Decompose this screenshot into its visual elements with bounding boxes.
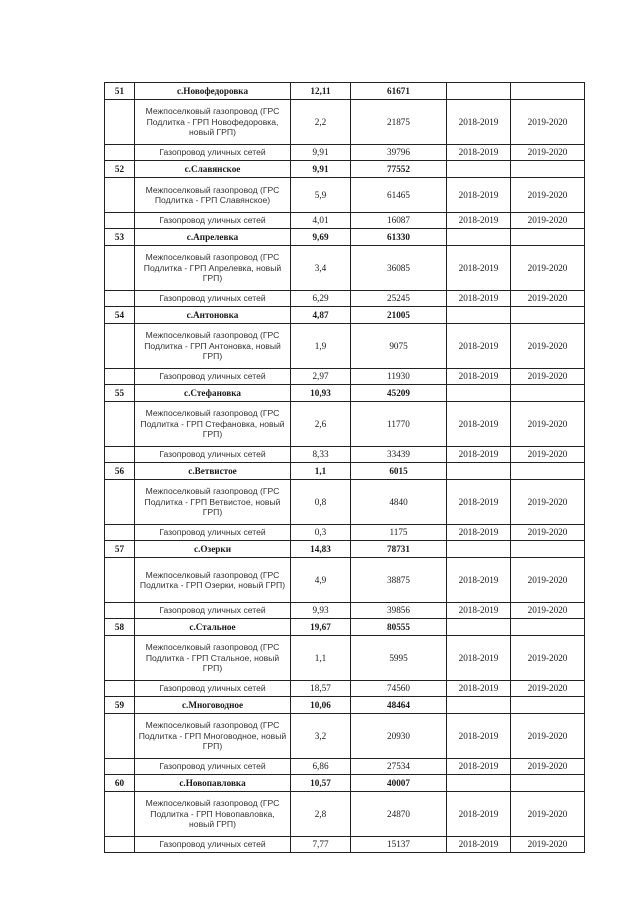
row-number: 59 bbox=[105, 697, 135, 714]
settlement-row bbox=[105, 229, 585, 246]
cost-value: 6015 bbox=[351, 463, 447, 480]
start-period: 2018-2019 bbox=[447, 558, 511, 603]
length-value: 2,97 bbox=[291, 369, 351, 385]
end-period: 2019-2020 bbox=[511, 636, 585, 681]
row-number bbox=[105, 145, 135, 161]
table-row bbox=[105, 291, 585, 307]
object-name: Межпоселковый газопровод (ГРС Подлитка - ГРП Многоводное, новый ГРП) bbox=[135, 714, 291, 759]
table-row bbox=[105, 402, 585, 447]
row-number bbox=[105, 759, 135, 775]
start-period bbox=[447, 541, 511, 558]
settlement-row bbox=[105, 307, 585, 324]
length-value: 9,91 bbox=[291, 161, 351, 178]
row-number bbox=[105, 558, 135, 603]
cost-value: 77552 bbox=[351, 161, 447, 178]
end-period: 2019-2020 bbox=[511, 246, 585, 291]
end-period bbox=[511, 161, 585, 178]
table-row bbox=[105, 324, 585, 369]
length-value: 9,93 bbox=[291, 603, 351, 619]
end-period: 2019-2020 bbox=[511, 100, 585, 145]
object-name: Газопровод уличных сетей bbox=[135, 837, 291, 853]
start-period: 2018-2019 bbox=[447, 792, 511, 837]
row-number bbox=[105, 291, 135, 307]
length-value: 14,83 bbox=[291, 541, 351, 558]
table-row bbox=[105, 837, 585, 853]
length-value: 1,1 bbox=[291, 463, 351, 480]
object-name: Межпоселковый газопровод (ГРС Подлитка - ГРП Ветвистое, новый ГРП) bbox=[135, 480, 291, 525]
end-period: 2019-2020 bbox=[511, 145, 585, 161]
start-period: 2018-2019 bbox=[447, 291, 511, 307]
start-period: 2018-2019 bbox=[447, 246, 511, 291]
length-value: 2,2 bbox=[291, 100, 351, 145]
end-period bbox=[511, 463, 585, 480]
end-period: 2019-2020 bbox=[511, 178, 585, 213]
start-period: 2018-2019 bbox=[447, 369, 511, 385]
length-value: 0,3 bbox=[291, 525, 351, 541]
object-name: Межпоселковый газопровод (ГРС Подлитка - ГРП Славянское) bbox=[135, 178, 291, 213]
row-number bbox=[105, 525, 135, 541]
start-period bbox=[447, 83, 511, 100]
end-period bbox=[511, 697, 585, 714]
end-period: 2019-2020 bbox=[511, 714, 585, 759]
table-row bbox=[105, 714, 585, 759]
table-row bbox=[105, 636, 585, 681]
cost-value: 15137 bbox=[351, 837, 447, 853]
object-name: с.Новопавловка bbox=[135, 775, 291, 792]
object-name: Газопровод уличных сетей bbox=[135, 369, 291, 385]
length-value: 19,67 bbox=[291, 619, 351, 636]
cost-value: 27534 bbox=[351, 759, 447, 775]
start-period: 2018-2019 bbox=[447, 213, 511, 229]
table-row bbox=[105, 480, 585, 525]
row-number bbox=[105, 792, 135, 837]
table-row bbox=[105, 447, 585, 463]
table-row bbox=[105, 369, 585, 385]
object-name: Межпоселковый газопровод (ГРС Подлитка - ГРП Апрелевка, новый ГРП) bbox=[135, 246, 291, 291]
object-name: Межпоселковый газопровод (ГРС Подлитка - ГРП Антоновка, новый ГРП) bbox=[135, 324, 291, 369]
length-value: 7,77 bbox=[291, 837, 351, 853]
end-period: 2019-2020 bbox=[511, 759, 585, 775]
length-value: 3,2 bbox=[291, 714, 351, 759]
length-value: 6,86 bbox=[291, 759, 351, 775]
row-number bbox=[105, 636, 135, 681]
row-number bbox=[105, 402, 135, 447]
length-value: 9,69 bbox=[291, 229, 351, 246]
end-period bbox=[511, 775, 585, 792]
start-period: 2018-2019 bbox=[447, 480, 511, 525]
cost-value: 20930 bbox=[351, 714, 447, 759]
end-period: 2019-2020 bbox=[511, 291, 585, 307]
length-value: 10,57 bbox=[291, 775, 351, 792]
start-period bbox=[447, 463, 511, 480]
row-number bbox=[105, 246, 135, 291]
cost-value: 33439 bbox=[351, 447, 447, 463]
end-period: 2019-2020 bbox=[511, 402, 585, 447]
row-number bbox=[105, 369, 135, 385]
row-number: 55 bbox=[105, 385, 135, 402]
length-value: 2,6 bbox=[291, 402, 351, 447]
start-period: 2018-2019 bbox=[447, 145, 511, 161]
start-period: 2018-2019 bbox=[447, 759, 511, 775]
end-period bbox=[511, 541, 585, 558]
length-value: 4,87 bbox=[291, 307, 351, 324]
start-period: 2018-2019 bbox=[447, 714, 511, 759]
table-row bbox=[105, 145, 585, 161]
table-row bbox=[105, 213, 585, 229]
object-name: Межпоселковый газопровод (ГРС Подлитка - ГРП Новопавловка, новый ГРП) bbox=[135, 792, 291, 837]
cost-value: 21005 bbox=[351, 307, 447, 324]
start-period: 2018-2019 bbox=[447, 681, 511, 697]
cost-value: 5995 bbox=[351, 636, 447, 681]
cost-value: 9075 bbox=[351, 324, 447, 369]
cost-value: 78731 bbox=[351, 541, 447, 558]
start-period: 2018-2019 bbox=[447, 324, 511, 369]
length-value: 8,33 bbox=[291, 447, 351, 463]
start-period bbox=[447, 161, 511, 178]
end-period: 2019-2020 bbox=[511, 525, 585, 541]
row-number bbox=[105, 447, 135, 463]
start-period: 2018-2019 bbox=[447, 603, 511, 619]
cost-value: 39856 bbox=[351, 603, 447, 619]
cost-value: 38875 bbox=[351, 558, 447, 603]
length-value: 1,9 bbox=[291, 324, 351, 369]
start-period bbox=[447, 697, 511, 714]
end-period: 2019-2020 bbox=[511, 837, 585, 853]
end-period bbox=[511, 619, 585, 636]
length-value: 1,1 bbox=[291, 636, 351, 681]
length-value: 5,9 bbox=[291, 178, 351, 213]
start-period bbox=[447, 619, 511, 636]
start-period: 2018-2019 bbox=[447, 447, 511, 463]
row-number bbox=[105, 603, 135, 619]
cost-value: 45209 bbox=[351, 385, 447, 402]
length-value: 10,06 bbox=[291, 697, 351, 714]
cost-value: 1175 bbox=[351, 525, 447, 541]
object-name: Межпоселковый газопровод (ГРС Подлитка - ГРП Озерки, новый ГРП) bbox=[135, 558, 291, 603]
object-name: Межпоселковый газопровод (ГРС Подлитка - ГРП Новофедоровка, новый ГРП) bbox=[135, 100, 291, 145]
end-period bbox=[511, 229, 585, 246]
end-period: 2019-2020 bbox=[511, 480, 585, 525]
table-row bbox=[105, 246, 585, 291]
length-value: 12,11 bbox=[291, 83, 351, 100]
object-name: с.Новофедоровка bbox=[135, 83, 291, 100]
table-row bbox=[105, 100, 585, 145]
table-row bbox=[105, 178, 585, 213]
end-period: 2019-2020 bbox=[511, 558, 585, 603]
end-period bbox=[511, 307, 585, 324]
length-value: 10,93 bbox=[291, 385, 351, 402]
object-name: Газопровод уличных сетей bbox=[135, 291, 291, 307]
object-name: Газопровод уличных сетей bbox=[135, 681, 291, 697]
object-name: Межпоселковый газопровод (ГРС Подлитка - ГРП Стальное, новый ГРП) bbox=[135, 636, 291, 681]
row-number: 52 bbox=[105, 161, 135, 178]
settlement-row bbox=[105, 619, 585, 636]
object-name: с.Стальное bbox=[135, 619, 291, 636]
row-number bbox=[105, 178, 135, 213]
cost-value: 40007 bbox=[351, 775, 447, 792]
length-value: 4,01 bbox=[291, 213, 351, 229]
object-name: с.Озерки bbox=[135, 541, 291, 558]
table-row bbox=[105, 759, 585, 775]
settlement-row bbox=[105, 385, 585, 402]
end-period: 2019-2020 bbox=[511, 447, 585, 463]
settlement-row bbox=[105, 161, 585, 178]
cost-value: 25245 bbox=[351, 291, 447, 307]
end-period: 2019-2020 bbox=[511, 681, 585, 697]
row-number bbox=[105, 324, 135, 369]
row-number: 60 bbox=[105, 775, 135, 792]
start-period bbox=[447, 385, 511, 402]
object-name: Газопровод уличных сетей bbox=[135, 213, 291, 229]
object-name: с.Антоновка bbox=[135, 307, 291, 324]
end-period: 2019-2020 bbox=[511, 324, 585, 369]
row-number bbox=[105, 837, 135, 853]
row-number bbox=[105, 213, 135, 229]
settlement-row bbox=[105, 83, 585, 100]
length-value: 2,8 bbox=[291, 792, 351, 837]
row-number bbox=[105, 100, 135, 145]
gas-pipeline-table bbox=[104, 82, 585, 853]
cost-value: 74560 bbox=[351, 681, 447, 697]
table-row bbox=[105, 525, 585, 541]
object-name: Газопровод уличных сетей bbox=[135, 603, 291, 619]
object-name: Газопровод уличных сетей bbox=[135, 759, 291, 775]
object-name: Межпоселковый газопровод (ГРС Подлитка - ГРП Стефановка, новый ГРП) bbox=[135, 402, 291, 447]
object-name: с.Апрелевка bbox=[135, 229, 291, 246]
row-number bbox=[105, 714, 135, 759]
start-period: 2018-2019 bbox=[447, 525, 511, 541]
start-period: 2018-2019 bbox=[447, 100, 511, 145]
object-name: Газопровод уличных сетей bbox=[135, 525, 291, 541]
settlement-row bbox=[105, 697, 585, 714]
cost-value: 61671 bbox=[351, 83, 447, 100]
object-name: с.Стефановка bbox=[135, 385, 291, 402]
settlement-row bbox=[105, 775, 585, 792]
end-period: 2019-2020 bbox=[511, 369, 585, 385]
end-period bbox=[511, 385, 585, 402]
length-value: 18,57 bbox=[291, 681, 351, 697]
row-number: 56 bbox=[105, 463, 135, 480]
row-number: 51 bbox=[105, 83, 135, 100]
cost-value: 16087 bbox=[351, 213, 447, 229]
length-value: 9,91 bbox=[291, 145, 351, 161]
start-period: 2018-2019 bbox=[447, 837, 511, 853]
end-period bbox=[511, 83, 585, 100]
row-number: 53 bbox=[105, 229, 135, 246]
start-period: 2018-2019 bbox=[447, 636, 511, 681]
start-period: 2018-2019 bbox=[447, 178, 511, 213]
table-row bbox=[105, 792, 585, 837]
end-period: 2019-2020 bbox=[511, 213, 585, 229]
start-period: 2018-2019 bbox=[447, 402, 511, 447]
settlement-row bbox=[105, 541, 585, 558]
cost-value: 11770 bbox=[351, 402, 447, 447]
row-number: 58 bbox=[105, 619, 135, 636]
table-row bbox=[105, 681, 585, 697]
row-number bbox=[105, 480, 135, 525]
cost-value: 39796 bbox=[351, 145, 447, 161]
end-period: 2019-2020 bbox=[511, 792, 585, 837]
length-value: 0,8 bbox=[291, 480, 351, 525]
length-value: 3,4 bbox=[291, 246, 351, 291]
cost-value: 4840 bbox=[351, 480, 447, 525]
cost-value: 61330 bbox=[351, 229, 447, 246]
cost-value: 36085 bbox=[351, 246, 447, 291]
object-name: с.Многоводное bbox=[135, 697, 291, 714]
cost-value: 80555 bbox=[351, 619, 447, 636]
row-number bbox=[105, 681, 135, 697]
settlement-row bbox=[105, 463, 585, 480]
length-value: 4,9 bbox=[291, 558, 351, 603]
cost-value: 11930 bbox=[351, 369, 447, 385]
start-period bbox=[447, 229, 511, 246]
cost-value: 21875 bbox=[351, 100, 447, 145]
start-period bbox=[447, 775, 511, 792]
table-row bbox=[105, 558, 585, 603]
row-number: 57 bbox=[105, 541, 135, 558]
object-name: с.Славянское bbox=[135, 161, 291, 178]
cost-value: 24870 bbox=[351, 792, 447, 837]
object-name: с.Ветвистое bbox=[135, 463, 291, 480]
end-period: 2019-2020 bbox=[511, 603, 585, 619]
cost-value: 61465 bbox=[351, 178, 447, 213]
cost-value: 48464 bbox=[351, 697, 447, 714]
start-period bbox=[447, 307, 511, 324]
length-value: 6,29 bbox=[291, 291, 351, 307]
object-name: Газопровод уличных сетей bbox=[135, 447, 291, 463]
object-name: Газопровод уличных сетей bbox=[135, 145, 291, 161]
row-number: 54 bbox=[105, 307, 135, 324]
table-row bbox=[105, 603, 585, 619]
